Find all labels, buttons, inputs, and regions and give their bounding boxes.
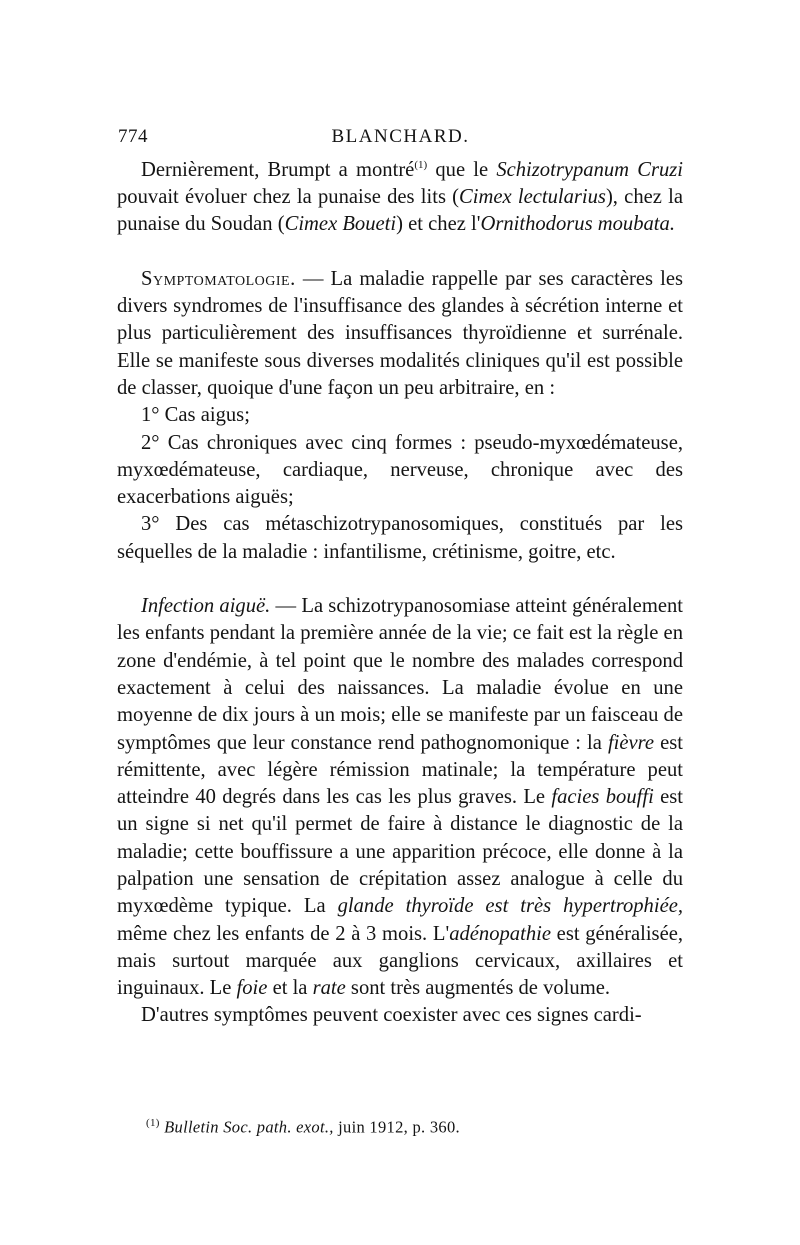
text-run: est généralisée, mais surtout marquée aux ganglions cervicaux, axillaires et inguinaux. Le: [117, 922, 683, 1000]
text-body: [117, 152, 683, 1030]
paragraph-brumpt: [117, 152, 683, 239]
text-run: — La maladie rappelle par ses caractères les divers syndromes de l'insuffisance des glandes à sécrétion interne et plus particulièrement des insuffisances thyroïdienne et surrénale. Elle se manifeste sous diverses modalités cliniques qu'il est possible de classer, quoique d'une façon un peu arbitraire, en :: [117, 267, 683, 399]
paragraph-infection-aigue: [117, 593, 683, 1002]
footnote: [146, 1112, 460, 1139]
section-heading: Symptomatologie.: [141, 267, 296, 290]
italic-run: Bulletin Soc. path. exot.,: [159, 1117, 334, 1137]
list-item: 3° Des cas métaschizotrypanosomiques, constitués par les séquelles de la maladie : infantilisme, crétinisme, goitre, etc.: [117, 513, 683, 563]
footnote-mark: (1): [146, 1117, 160, 1129]
italic-run: facies bouffi: [551, 786, 654, 809]
italic-run: Cimex lectularius: [459, 186, 606, 209]
list-item: 1° Cas aigus;: [141, 404, 250, 427]
italic-run: rate: [312, 977, 346, 1000]
text-run: même chez les enfants de 2 à 3 mois. L': [117, 922, 450, 945]
text-run: et la: [267, 977, 313, 1000]
page-number: 774: [118, 126, 148, 147]
text-run: que le: [427, 158, 497, 181]
text-run: ) et chez l': [396, 213, 481, 236]
italic-run: fièvre: [607, 731, 655, 754]
running-header: [118, 126, 683, 154]
paragraph-continuation: D'autres symptômes peuvent coexister avec ces signes cardi-: [141, 1004, 642, 1027]
text-run: juin 1912, p. 360.: [333, 1117, 460, 1137]
text-run: ), chez la punaise du Soudan (: [117, 186, 683, 236]
italic-run: foie: [236, 977, 268, 1000]
text-run: est rémittente, avec légère rémission matinale; la température peut atteindre 40 degrés dans les cas les plus graves. Le: [117, 731, 683, 809]
text-run: est un signe si net qu'il permet de faire à distance le diagnostic de la maladie; cette bouffissure a une apparition précoce, elle donne à la palpation une sensation de crépitation assez analogue à celle du myxœdème typique. La: [117, 786, 683, 918]
section-heading: Infection aiguë.: [141, 595, 271, 618]
text-run: Dernièrement, Brumpt a montré: [141, 158, 415, 181]
italic-run: adénopathie: [449, 922, 551, 945]
running-title: BLANCHARD.: [331, 126, 470, 147]
list-item: 2° Cas chroniques avec cinq formes : pseudo-myxœdémateuse, myxœdémateuse, cardiaque, nerveuse, chronique avec des exacerbations aiguës;: [117, 431, 683, 509]
italic-run: Schizotrypanum Cruzi: [496, 158, 684, 181]
italic-run: Cimex Boueti: [284, 213, 397, 236]
paragraph-symptomatologie: [117, 266, 683, 402]
text-run: pouvait évoluer chez la punaise des lits (: [117, 186, 460, 209]
text-run: — La schizotrypanosomiase atteint généralement les enfants pendant la première année de la vie; ce fait est la règle en zone d'endémie, à tel point que le nombre des malades correspond exactement à celui des naissances. La maladie évolue en une moyenne de dix jours à un mois; elle se manifeste par un faisceau de symptômes que leur constance rend pathognomonique : la: [117, 595, 683, 754]
italic-run: Ornithodorus moubata.: [480, 213, 675, 236]
text-run: sont très augmentés de volume.: [345, 977, 611, 1000]
footnote-reference: (1): [414, 159, 428, 171]
italic-run: glande thyroïde est très hypertrophiée,: [337, 895, 683, 918]
